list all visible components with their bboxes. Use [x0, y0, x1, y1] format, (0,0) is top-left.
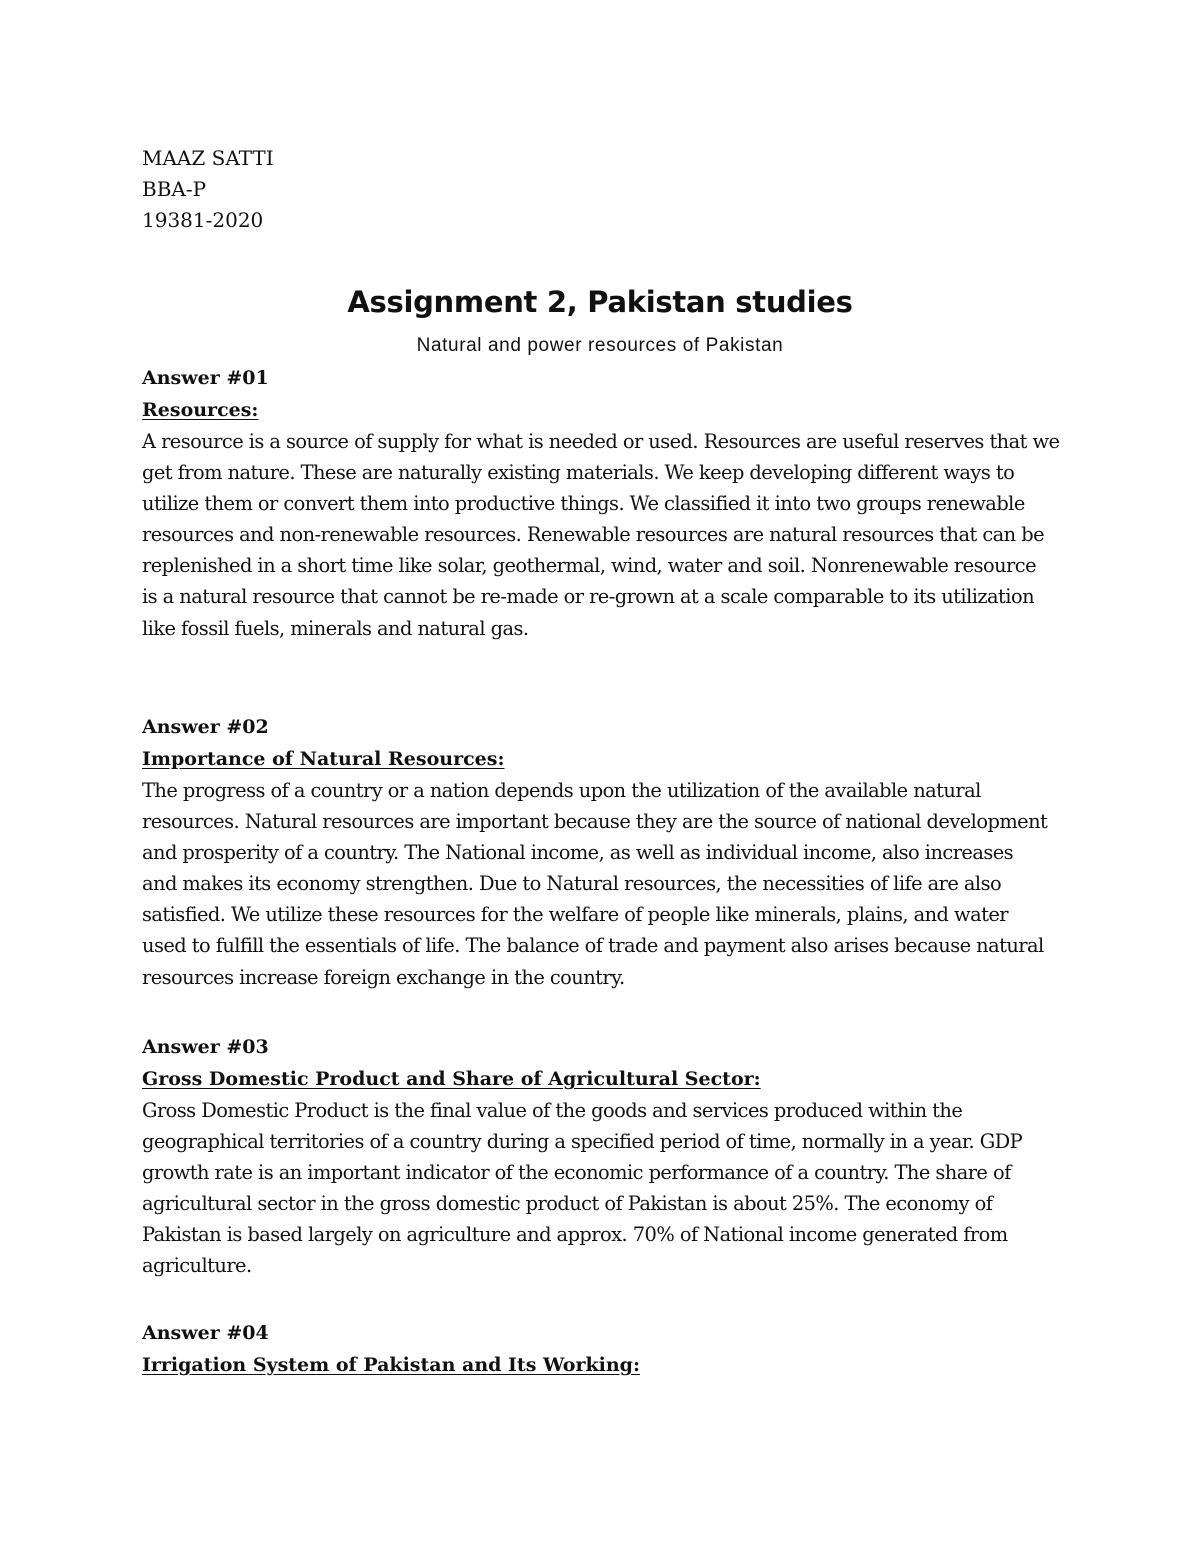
student-info [142, 143, 274, 236]
answer-text-line: agriculture. [142, 1254, 252, 1278]
answer-text-line: is a natural resource that cannot be re-made or re-grown at a scale comparable to its utilization [142, 585, 1035, 609]
document-title: Assignment 2, Pakistan studies [347, 285, 853, 319]
answer-text-line: resources. Natural resources are important because they are the source of national development [142, 810, 1048, 834]
answer-text-line: utilize them or convert them into productive things. We classified it into two groups renewable [142, 492, 1025, 516]
answer-heading: Importance of Natural Resources: [142, 748, 505, 770]
answer-label: Answer #02 [142, 716, 269, 738]
answer-text-line: The progress of a country or a nation depends upon the utilization of the available natural [142, 779, 981, 802]
document-subtitle: Natural and power resources of Pakistan [416, 335, 784, 356]
answer-text-line: get from nature. These are naturally existing materials. We keep developing different ways to [142, 461, 1015, 485]
answer-text-line: growth rate is an important indicator of the economic performance of a country. The share of [142, 1161, 1011, 1185]
answer-label: Answer #03 [142, 1036, 269, 1058]
answer-heading: Gross Domestic Product and Share of Agricultural Sector: [142, 1068, 761, 1090]
answer-section-01 [142, 362, 1072, 644]
answer-section-04 [142, 1317, 1072, 1381]
answer-text-line: Gross Domestic Product is the final value of the goods and services produced within the [142, 1099, 963, 1122]
answer-text-line: resources and non-renewable resources. Renewable resources are natural resources that can be [142, 523, 1045, 547]
answer-text-line: Pakistan is based largely on agriculture and approx. 70% of National income generated from [142, 1223, 1008, 1247]
answer-text-line: resources increase foreign exchange in the country. [142, 965, 625, 989]
answer-text-line: satisfied. We utilize these resources for the welfare of people like minerals, plains, and water [142, 903, 1008, 927]
student-program: BBA-P [142, 177, 207, 201]
answer-text-line: and makes its economy strengthen. Due to Natural resources, the necessities of life are also [142, 872, 1002, 896]
answer-text-line: geographical territories of a country during a specified period of time, normally in a year. GDP [142, 1130, 1023, 1154]
answer-label: Answer #04 [142, 1322, 269, 1344]
answer-text-line: used to fulfill the essentials of life. The balance of trade and payment also arises because natural [142, 934, 1044, 958]
answer-text-line: replenished in a short time like solar, geothermal, wind, water and soil. Nonrenewable resource [142, 554, 1036, 578]
answer-text-line: like fossil fuels, minerals and natural gas. [142, 616, 529, 640]
answer-heading: Irrigation System of Pakistan and Its Working: [142, 1354, 640, 1376]
answer-text-line: agricultural sector in the gross domestic product of Pakistan is about 25%. The economy of [142, 1192, 993, 1216]
student-id: 19381-2020 [142, 208, 264, 232]
answer-text-line: A resource is a source of supply for what is needed or used. Resources are useful reserves that we [142, 430, 1060, 453]
answer-text-line: and prosperity of a country. The National income, as well as individual income, also increases [142, 841, 1014, 865]
answer-heading: Resources: [142, 399, 259, 421]
student-name: MAAZ SATTI [142, 146, 274, 170]
answer-label: Answer #01 [142, 367, 269, 389]
answer-section-03 [142, 1031, 1072, 1282]
answer-section-02 [142, 711, 1072, 993]
